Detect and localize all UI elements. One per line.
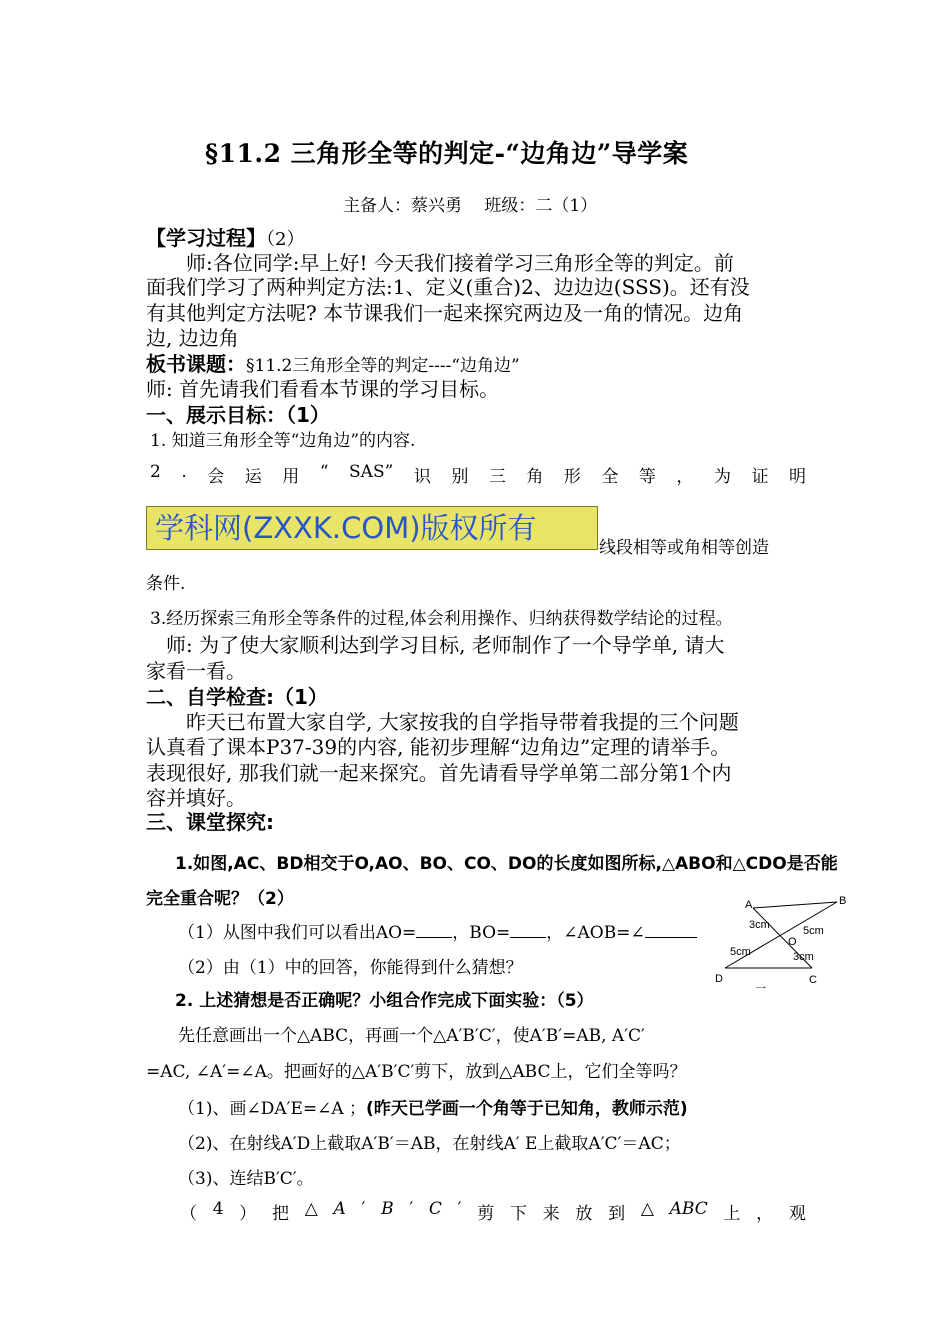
char: “ xyxy=(319,462,329,482)
char: B xyxy=(381,1199,394,1219)
fill-in-ao: （1）从图中我们可以看出AO= xyxy=(178,923,417,943)
teacher-line-1: 师: 为了使大家顺利达到学习目标, 老师制作了一个导学单, 请大 xyxy=(146,633,725,657)
char: 剪 xyxy=(477,1204,495,1224)
selfcheck-line-3: 表现很好, 那我们就一起来探究。首先请看导学单第二部分第1个内 xyxy=(146,761,732,785)
char: 形 xyxy=(563,467,581,487)
teacher-goal-line: 师: 首先请我们看看本节课的学习目标。 xyxy=(146,377,500,401)
char: ′ xyxy=(361,1199,366,1219)
blank-angle[interactable] xyxy=(645,921,697,938)
label-o: O xyxy=(788,936,797,948)
intro-line-4: 边, 边边角 xyxy=(146,326,239,350)
char: ， xyxy=(676,467,694,487)
char: 4 xyxy=(212,1199,224,1219)
char: A xyxy=(333,1199,346,1219)
question-1-fill-in xyxy=(178,918,697,943)
goals-heading: 一、展示目标：（1） xyxy=(146,403,330,427)
char: 来 xyxy=(542,1204,560,1224)
intro-line-2: 面我们学习了两种判定方法:1、定义(重合)2、边边边(SSS)。还有没 xyxy=(146,275,750,299)
char: △ xyxy=(304,1199,318,1219)
char: 角 xyxy=(526,467,544,487)
goal-2-tail: 线段相等或角相等创造 xyxy=(599,538,769,558)
selfcheck-line-4: 容并填好。 xyxy=(146,786,246,810)
fill-in-angle: ，∠AOB=∠ xyxy=(546,923,645,943)
teacher-line-2: 家看一看。 xyxy=(146,659,246,683)
char: 放 xyxy=(575,1204,593,1224)
step-2: （2)、在射线A′D上截取A′B′＝AB，在射线A′ E上截取A′C′＝AC； xyxy=(178,1134,681,1154)
segment-ab xyxy=(753,902,837,908)
char: 明 xyxy=(788,467,806,487)
board-label: 板书课题： xyxy=(146,352,246,376)
char: 识 xyxy=(413,467,431,487)
label-d: D xyxy=(715,973,723,985)
label-co-length: 3cm xyxy=(793,951,814,963)
char: ′ xyxy=(409,1199,414,1219)
step-1 xyxy=(178,1094,688,1119)
char: 运 xyxy=(244,467,262,487)
step-1-text: （1)、画∠DA′E=∠A ； xyxy=(178,1099,367,1119)
char: △ xyxy=(640,1199,654,1219)
experiment-para-2: =AC, ∠A′=∠A。把画好的△A′B′C′剪下，放到△ABC上，它们全等吗？ xyxy=(146,1062,687,1082)
selfcheck-line-1: 昨天已布置大家自学, 大家按我的自学指导带着我提的三个问题 xyxy=(146,710,739,734)
blank-bo[interactable] xyxy=(510,921,546,938)
label-do-length: 5cm xyxy=(730,946,751,958)
label-a: A xyxy=(745,899,753,911)
char: 把 xyxy=(271,1204,289,1224)
char: ） xyxy=(239,1204,257,1224)
char: 2 xyxy=(150,462,161,482)
char: ABC xyxy=(669,1199,708,1219)
char: C xyxy=(428,1199,442,1219)
triangle-figure xyxy=(705,888,865,1000)
char: 上 xyxy=(723,1204,741,1224)
question-1-line-1: 1.如图,AC、BD相交于O,AO、BO、CO、DO的长度如图所标,△ABO和△CDO是否能 xyxy=(175,854,838,874)
char: 为 xyxy=(713,467,731,487)
label-b: B xyxy=(839,895,847,907)
question-1-sub-2: （2）由（1）中的回答，你能得到什么猜想？ xyxy=(178,958,523,978)
char: 下 xyxy=(509,1204,527,1224)
char: 观 xyxy=(788,1204,806,1224)
intro-line-3: 有其他判定方法呢? 本节课我们一起来探究两边及一角的情况。边角 xyxy=(146,301,744,325)
char: 到 xyxy=(608,1204,626,1224)
label-bo-length: 5cm xyxy=(803,925,824,937)
label-c: C xyxy=(809,974,817,986)
char: （ xyxy=(180,1204,197,1224)
author-line: 主备人：蔡兴勇 班级：二（1） xyxy=(343,196,598,216)
process-heading: 【学习过程】 xyxy=(146,226,266,250)
char: 会 xyxy=(207,467,225,487)
question-1-line-2: 完全重合呢？（2） xyxy=(146,889,294,909)
goal-1: 1. 知道三角形全等“边角边”的内容. xyxy=(150,431,416,451)
char: 全 xyxy=(601,467,619,487)
char: . xyxy=(181,462,187,482)
watermark-banner: 学科网(ZXXK.COM)版权所有 xyxy=(146,506,598,550)
step-3: （3)、连结B′C′。 xyxy=(178,1169,314,1189)
char: 三 xyxy=(488,467,506,487)
label-ao-length: 3cm xyxy=(749,919,770,931)
char: 证 xyxy=(751,467,769,487)
step-4-spaced-line xyxy=(180,1199,806,1224)
selfcheck-heading: 二、自学检查:（1） xyxy=(146,685,328,709)
explore-heading: 三、课堂探究: xyxy=(146,810,274,834)
blank-ao[interactable] xyxy=(416,921,452,938)
page-title: §11.2 三角形全等的判定-“边角边”导学案 xyxy=(205,139,689,168)
goal-3: 3.经历探索三角形全等条件的过程,体会利用操作、归纳获得数学结论的过程。 xyxy=(150,609,733,629)
process-heading-num: （2） xyxy=(266,229,305,250)
char: SAS” xyxy=(349,462,394,482)
figure-caption: 一 xyxy=(755,983,766,995)
char: 用 xyxy=(282,467,300,487)
board-text: §11.2三角形全等的判定----“边角边” xyxy=(246,356,520,376)
goal-2-end: 条件. xyxy=(146,574,186,594)
intro-line-1: 师:各位同学:早上好! 今天我们接着学习三角形全等的判定。前 xyxy=(146,251,734,275)
question-2: 2. 上述猜想是否正确呢？小组合作完成下面实验：（5） xyxy=(175,991,594,1011)
selfcheck-line-2: 认真看了课本P37-39的内容, 能初步理解“边角边”定理的请举手。 xyxy=(146,735,731,759)
char: 别 xyxy=(451,467,469,487)
fill-in-bo: ，BO= xyxy=(452,923,511,943)
char: ′ xyxy=(457,1199,462,1219)
goal-2-spaced-line xyxy=(150,462,806,487)
step-1-note: (昨天已学画一个角等于已知角，教师示范) xyxy=(366,1099,688,1119)
char: 等 xyxy=(638,467,656,487)
experiment-para-1: 先任意画出一个△ABC，再画一个△A′B′C′，使A′B′=AB, A′C′ xyxy=(178,1026,645,1046)
char: ， xyxy=(756,1204,774,1224)
